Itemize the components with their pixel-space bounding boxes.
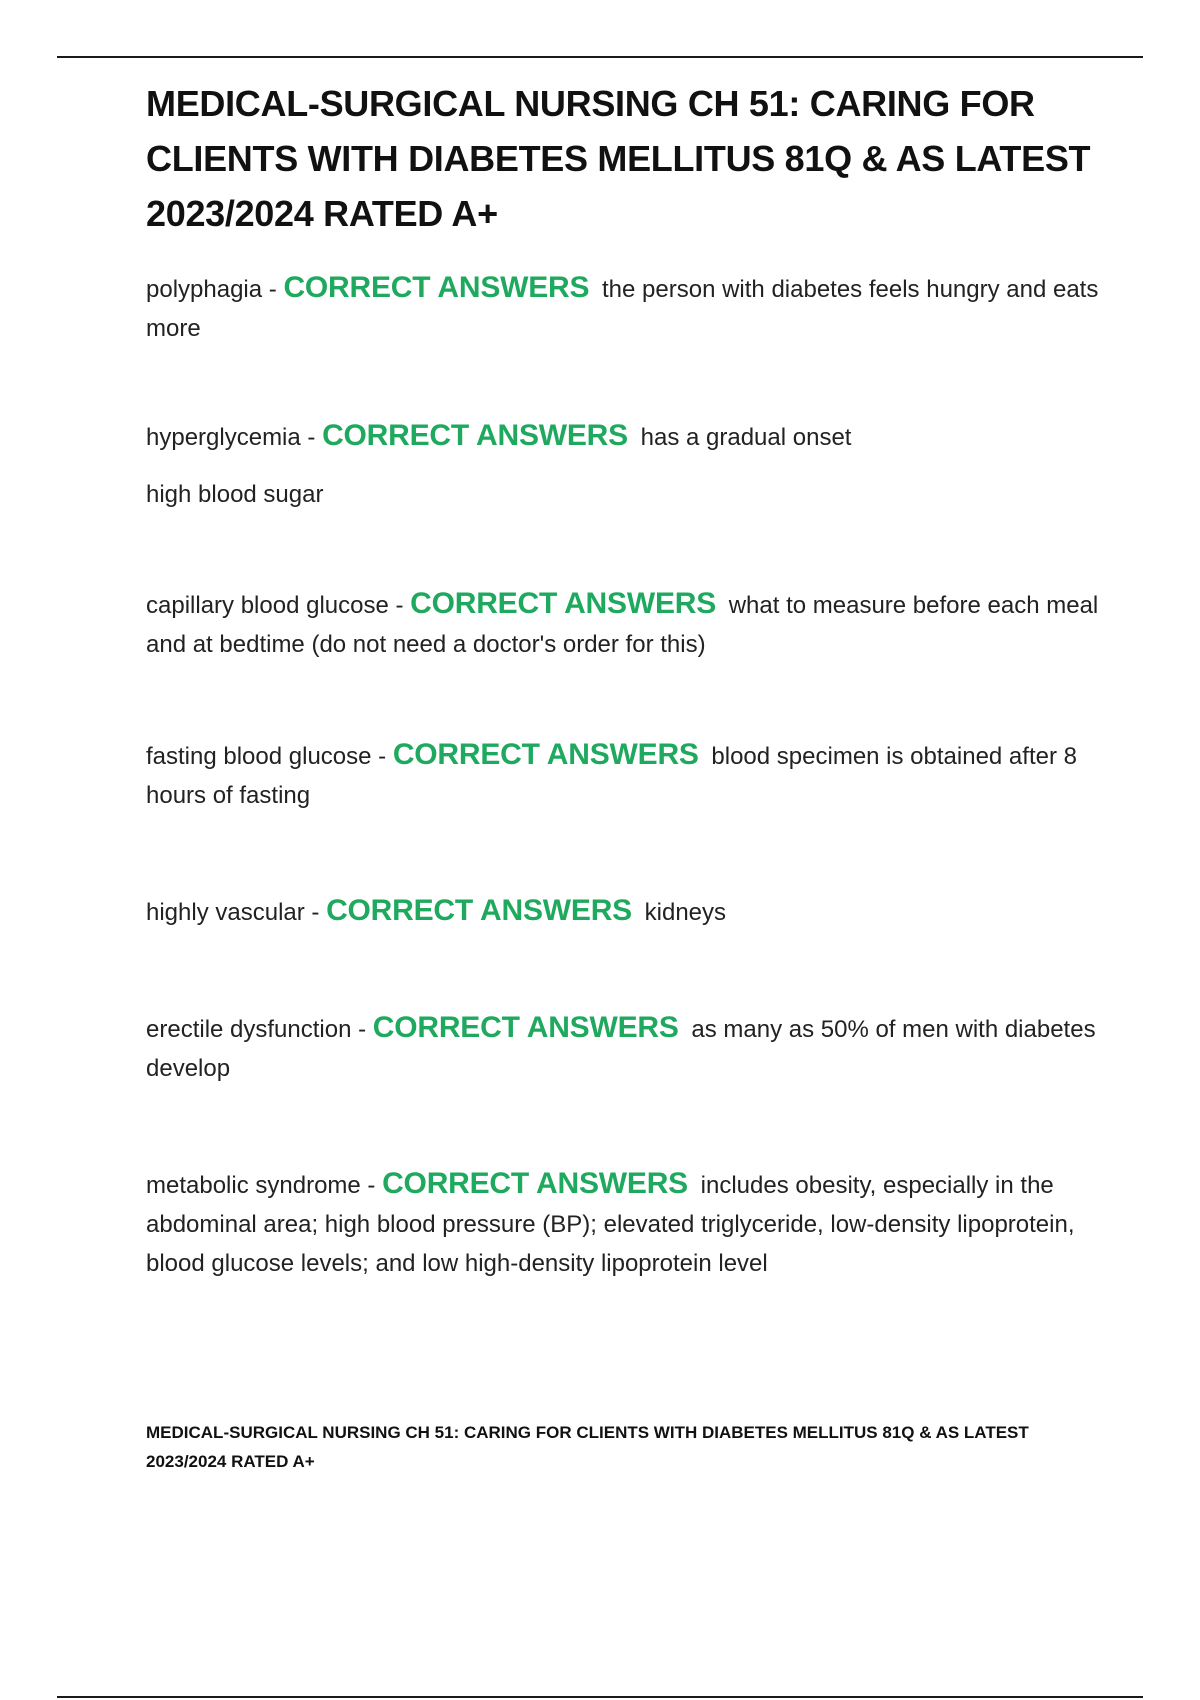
correct-answers-label: CORRECT ANSWERS bbox=[372, 1011, 679, 1044]
correct-answers-label: CORRECT ANSWERS bbox=[326, 894, 632, 927]
qa-term: highly vascular - bbox=[146, 899, 327, 926]
qa-term: metabolic syndrome - bbox=[146, 1172, 383, 1199]
correct-answers-label: CORRECT ANSWERS bbox=[283, 271, 590, 304]
correct-answers-label: CORRECT ANSWERS bbox=[382, 1167, 688, 1200]
qa-term: polyphagia - bbox=[146, 276, 284, 303]
qa-entry-capillary-blood-glucose bbox=[146, 584, 1106, 664]
qa-definition: blood specimen is obtained after 8 hours of fasting bbox=[146, 743, 1077, 809]
qa-entry-fasting-blood-glucose bbox=[146, 735, 1106, 815]
qa-extra-line: high blood sugar bbox=[146, 481, 324, 508]
qa-entry-metabolic-syndrome bbox=[146, 1164, 1106, 1283]
qa-term: hyperglycemia - bbox=[146, 424, 323, 451]
correct-answers-label: CORRECT ANSWERS bbox=[410, 587, 717, 620]
page-title: MEDICAL-SURGICAL NURSING CH 51: CARING FOR CLIENTS WITH DIABETES MELLITUS 81Q & AS LATEST 2023/2024 RATED A+ bbox=[146, 83, 1091, 234]
qa-entry-hyperglycemia bbox=[146, 416, 1106, 457]
qa-definition: the person with diabetes feels hungry and eats more bbox=[146, 276, 1099, 342]
page-footer: MEDICAL-SURGICAL NURSING CH 51: CARING FOR CLIENTS WITH DIABETES MELLITUS 81Q & AS LATEST 2023/2024 RATED A+ bbox=[146, 1423, 1029, 1471]
qa-entry-polyphagia bbox=[146, 268, 1106, 348]
bottom-divider bbox=[57, 1696, 1143, 1698]
qa-definition: kidneys bbox=[644, 899, 727, 926]
qa-entry-erectile-dysfunction bbox=[146, 1008, 1106, 1088]
qa-definition: what to measure before each meal and at bedtime (do not need a doctor's order for this) bbox=[146, 592, 1099, 658]
correct-answers-label: CORRECT ANSWERS bbox=[322, 419, 628, 452]
qa-entry-highly-vascular bbox=[146, 891, 1106, 932]
top-divider bbox=[57, 56, 1143, 58]
qa-definition: as many as 50% of men with diabetes develop bbox=[146, 1016, 1096, 1082]
qa-definition: has a gradual onset bbox=[640, 424, 852, 451]
qa-term: fasting blood glucose - bbox=[146, 743, 393, 770]
qa-term: erectile dysfunction - bbox=[146, 1016, 373, 1043]
qa-definition: includes obesity, especially in the abdominal area; high blood pressure (BP); elevated triglyceride, low-density lipoprotein, blood glucose levels; and low high-density lipoprotein level bbox=[146, 1172, 1075, 1277]
correct-answers-label: CORRECT ANSWERS bbox=[392, 738, 699, 771]
page-content bbox=[146, 76, 1106, 1283]
qa-term: capillary blood glucose - bbox=[146, 592, 411, 619]
